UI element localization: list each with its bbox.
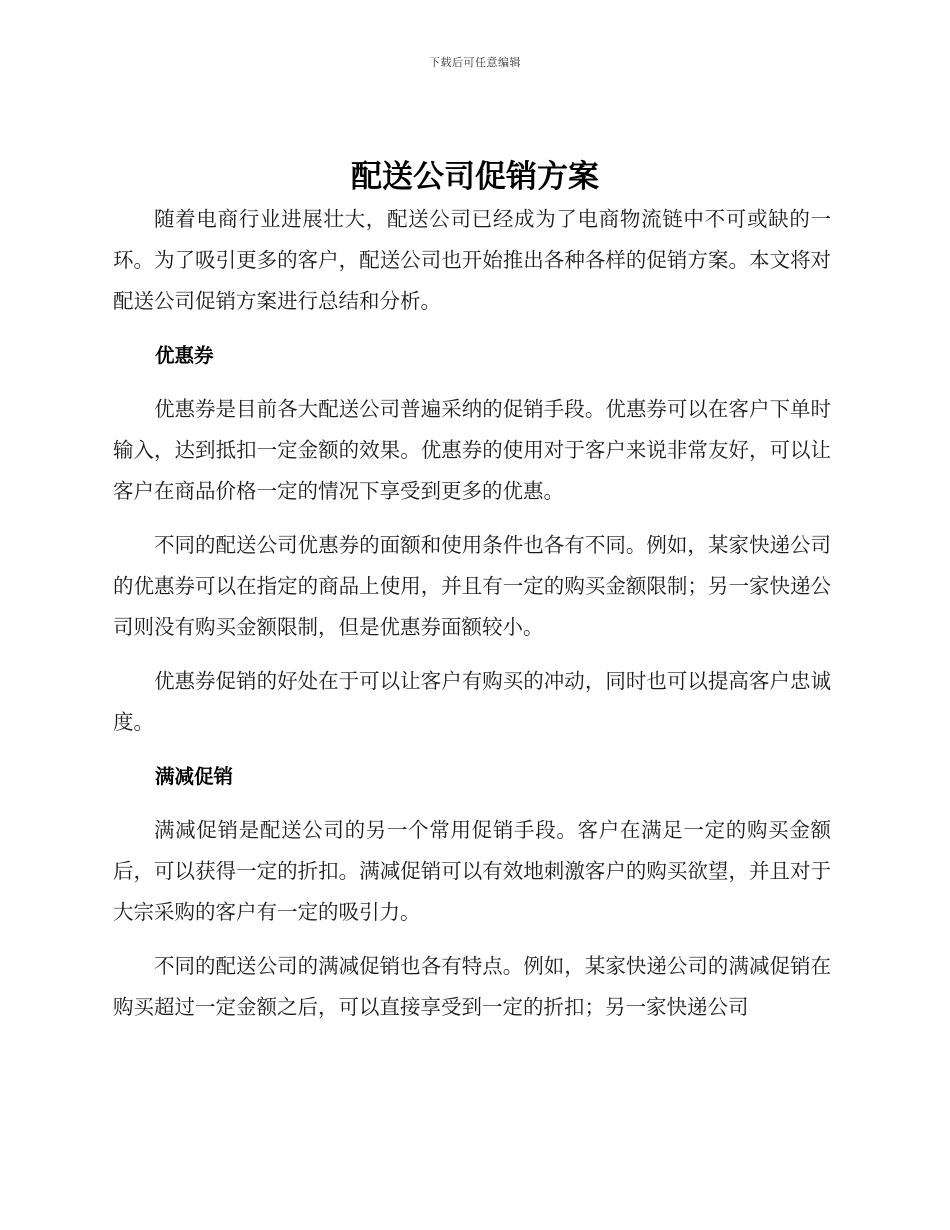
discount-paragraph-1: 满减促销是配送公司的另一个常用促销手段。客户在满足一定的购买金额后，可以获得一定的折扣。满减促销可以有效地刺激客户的购买欲望，并且对于大宗采购的客户有一定的吸引力。 [113,818,831,924]
intro-paragraph: 随着电商行业进展壮大，配送公司已经成为了电商物流链中不可或缺的一环。为了吸引更多的客户，配送公司也开始推出各种各样的促销方案。本文将对配送公司促销方案进行总结和分析。 [113,207,831,313]
section-heading-coupons: 优惠券 [155,344,214,367]
section-heading-discount: 满减促销 [155,765,234,788]
coupons-paragraph-1: 优惠券是目前各大配送公司普遍采纳的促销手段。优惠券可以在客户下单时输入，达到抵扣一定金额的效果。优惠券的使用对于客户来说非常友好，可以让客户在商品价格一定的情况下享受到更多的优惠。 [113,397,831,503]
document-title: 配送公司促销方案 [351,159,599,195]
document-body [113,199,831,1041]
discount-paragraph-2: 不同的配送公司的满减促销也各有特点。例如，某家快递公司的满减促销在购买超过一定金额之后，可以直接享受到一定的折扣；另一家快递公司 [113,954,831,1019]
coupons-paragraph-2: 不同的配送公司优惠券的面额和使用条件也各有不同。例如，某家快递公司的优惠券可以在指定的商品上使用，并且有一定的购买金额限制；另一家快递公司则没有购买金额限制，但是优惠券面额较小。 [113,533,831,639]
coupons-paragraph-3: 优惠券促销的好处在于可以让客户有购买的冲动，同时也可以提高客户忠诚度。 [113,669,831,734]
header-note: 下载后可任意编辑 [429,56,521,69]
